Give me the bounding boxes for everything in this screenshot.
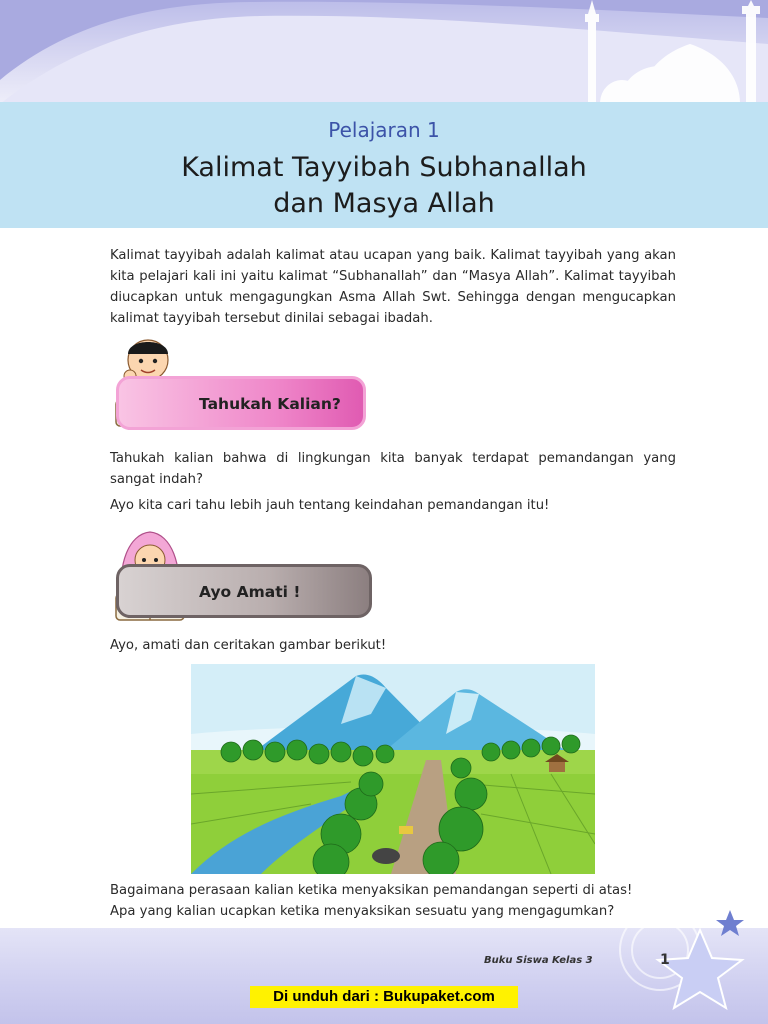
tahukah-kalian-label: Tahukah Kalian?: [199, 395, 341, 413]
intro-paragraph: Kalimat tayyibah adalah kalimat atau ucapan yang baik. Kalimat tayyibah yang akan kita pelajari kali ini yaitu kalimat “Subhanallah” dan “Masya Allah”. Kalimat tayyibah diucapkan untuk mengagungkan Asma Allah Swt. Sehingga dengan mengucapkan kalimat tayyibah tersebut dinilai sebagai ibadah.: [110, 248, 676, 326]
tahukah-kalian-badge: [116, 376, 366, 430]
ayo-amati-label: Ayo Amati !: [199, 583, 301, 601]
page-title: [0, 150, 768, 222]
lesson-label: Pelajaran 1: [328, 118, 440, 142]
ayo-amati-badge: [116, 564, 372, 618]
mountain-landscape-illustration: [191, 664, 595, 874]
footer-book-label: Buku Siswa Kelas 3: [484, 955, 593, 966]
star-swirl-decoration: [580, 900, 768, 1024]
know-paragraph-1: Tahukah kalian bahwa di lingkungan kita banyak terdapat pemandangan yang sangat indah?: [110, 451, 676, 487]
mosque-silhouette-decoration: [0, 0, 768, 104]
title-band: [0, 102, 768, 228]
title-line-2: dan Masya Allah: [273, 188, 495, 219]
question-1: Bagaimana perasaan kalian ketika menyaksikan pemandangan seperti di atas!: [110, 883, 633, 898]
page-number: 1: [660, 952, 670, 968]
top-banner: [0, 0, 768, 104]
title-line-1: Kalimat Tayyibah Subhanallah: [181, 152, 587, 183]
question-2: Apa yang kalian ucapkan ketika menyaksikan sesuatu yang mengagumkan?: [110, 904, 615, 919]
know-paragraph-2: Ayo kita cari tahu lebih jauh tentang keindahan pemandangan itu!: [110, 498, 550, 513]
download-source-link[interactable]: Di unduh dari : Bukupaket.com: [250, 986, 518, 1008]
observe-instruction: Ayo, amati dan ceritakan gambar berikut!: [110, 638, 387, 653]
